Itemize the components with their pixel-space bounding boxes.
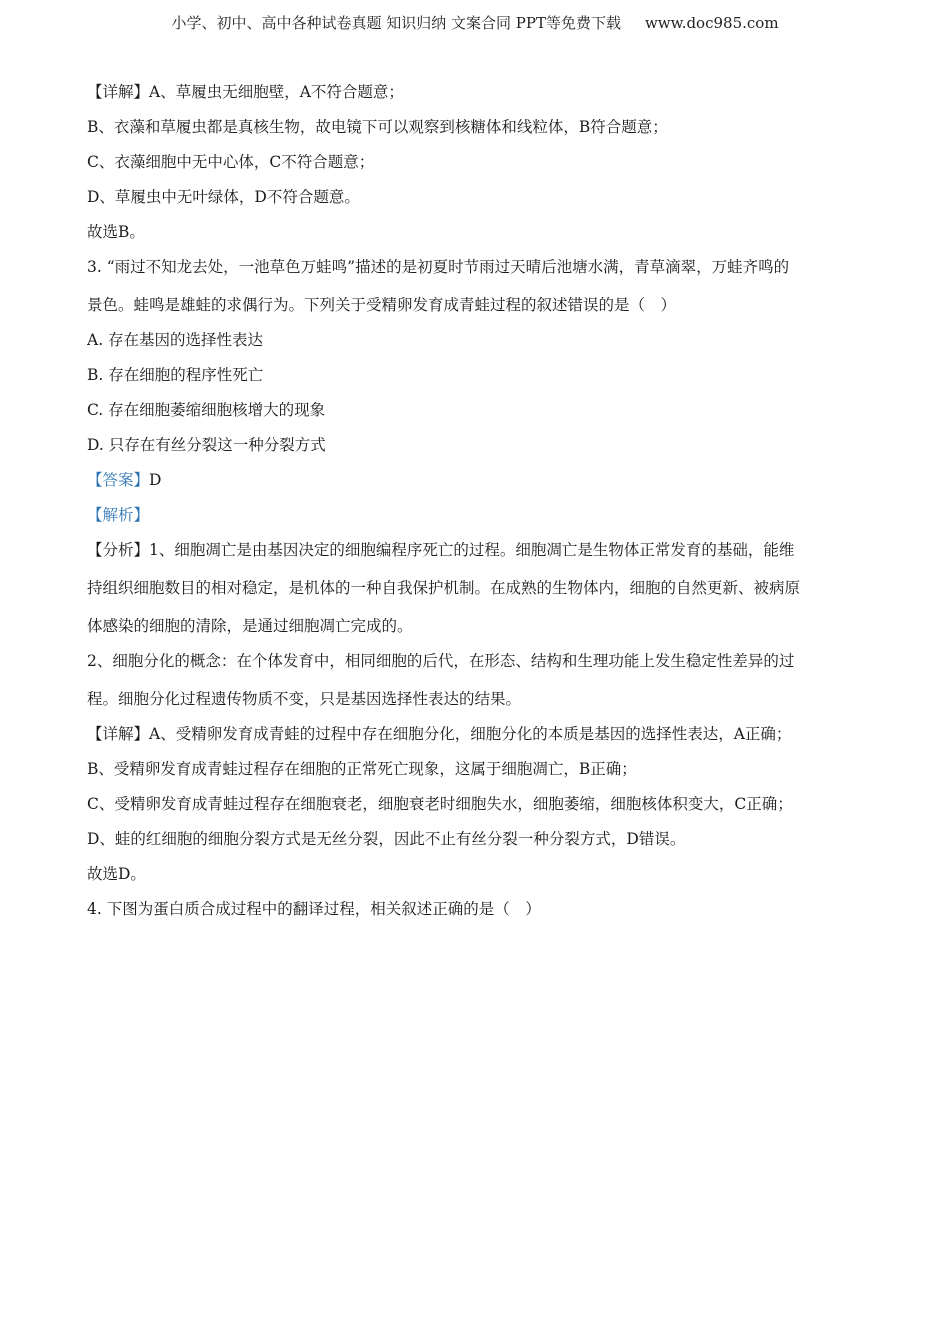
- text-line: [87, 790, 862, 825]
- line-text: 景色。蛙鸣是雄蛙的求偶行为。下列关于受精卵发育成青蛙过程的叙述错误的是（ ）: [87, 296, 677, 314]
- text-line: [87, 720, 862, 755]
- option-c: [87, 396, 862, 431]
- line-text: 故选D。: [87, 865, 146, 883]
- line-text: D、草履虫中无叶绿体，D不符合题意。: [87, 188, 360, 206]
- text-line: [87, 860, 862, 895]
- analysis-tag: 【解析】: [87, 506, 150, 524]
- line-text: 1、细胞凋亡是由基因决定的细胞编程序死亡的过程。细胞凋亡是生物体正常发育的基础，能维: [149, 541, 795, 559]
- line-text: B. 存在细胞的程序性死亡: [87, 366, 264, 384]
- text-line: [87, 574, 862, 612]
- line-text: 3. “雨过不知龙去处，一池草色万蛙鸣”描述的是初夏时节雨过天晴后池塘水满，青草滴翠，万蛙齐鸣的: [87, 258, 790, 276]
- line-text: 持组织细胞数目的相对稳定，是机体的一种自我保护机制。在成熟的生物体内，细胞的自然更新、被病原: [87, 579, 801, 597]
- text-line: [87, 612, 862, 647]
- line-text: 2、细胞分化的概念：在个体发育中，相同细胞的后代，在形态、结构和生理功能上发生稳定性差异的过: [87, 652, 795, 670]
- question-3-stem-cont: [87, 291, 862, 326]
- line-text: D. 只存在有丝分裂这一种分裂方式: [87, 436, 326, 454]
- line-text: B、衣藻和草履虫都是真核生物，故电镜下可以观察到核糖体和线粒体，B符合题意；: [87, 118, 668, 136]
- line-text: C、衣藻细胞中无中心体，C不符合题意；: [87, 153, 375, 171]
- text-line: [87, 647, 862, 685]
- line-text: A、草履虫无细胞壁，A不符合题意；: [149, 83, 404, 101]
- line-text: 故选B。: [87, 223, 145, 241]
- option-a: [87, 326, 862, 361]
- text-line: [87, 183, 862, 218]
- answer-tag: 【答案】: [87, 471, 150, 489]
- line-text: D、蛙的红细胞的细胞分裂方式是无丝分裂，因此不止有丝分裂一种分裂方式，D错误。: [87, 830, 686, 848]
- question-4-stem: [87, 895, 862, 930]
- answer-line: [87, 466, 862, 501]
- line-text: C、受精卵发育成青蛙过程存在细胞衰老，细胞衰老时细胞失水，细胞萎缩，细胞核体积变大，C正确；: [87, 795, 793, 813]
- text-line: [87, 78, 862, 113]
- line-text: 4. 下图为蛋白质合成过程中的翻译过程，相关叙述正确的是（ ）: [87, 900, 541, 918]
- text-line: [87, 755, 862, 790]
- line-text: 体感染的细胞的清除，是通过细胞凋亡完成的。: [87, 617, 413, 635]
- option-b: [87, 361, 862, 396]
- text-line: [87, 825, 862, 860]
- text-line: [87, 218, 862, 253]
- answer-value: D: [149, 471, 162, 489]
- text-line: [87, 148, 862, 183]
- header-site: www.doc985.com: [644, 14, 779, 32]
- text-line: [87, 113, 862, 148]
- text-line: [87, 685, 862, 720]
- line-text: 程。细胞分化过程遗传物质不变，只是基因选择性表达的结果。: [87, 690, 522, 708]
- detail-tag: 【详解】: [87, 725, 150, 743]
- page-header: [0, 12, 950, 33]
- detail-tag: 【详解】: [87, 83, 150, 101]
- analysis-heading: [87, 501, 862, 536]
- line-text: B、受精卵发育成青蛙过程存在细胞的正常死亡现象，这属于细胞凋亡，B正确；: [87, 760, 637, 778]
- analysis-subtag: 【分析】: [87, 541, 150, 559]
- line-text: C. 存在细胞萎缩细胞核增大的现象: [87, 401, 326, 419]
- question-3-stem: [87, 253, 862, 291]
- line-text: A、受精卵发育成青蛙的过程中存在细胞分化，细胞分化的本质是基因的选择性表达，A正确；: [149, 725, 792, 743]
- option-d: [87, 431, 862, 466]
- text-line: [87, 536, 862, 574]
- header-text: 小学、初中、高中各种试卷真题 知识归纳 文案合同 PPT等免费下载: [171, 14, 621, 32]
- document-body: [87, 78, 862, 930]
- line-text: A. 存在基因的选择性表达: [87, 331, 264, 349]
